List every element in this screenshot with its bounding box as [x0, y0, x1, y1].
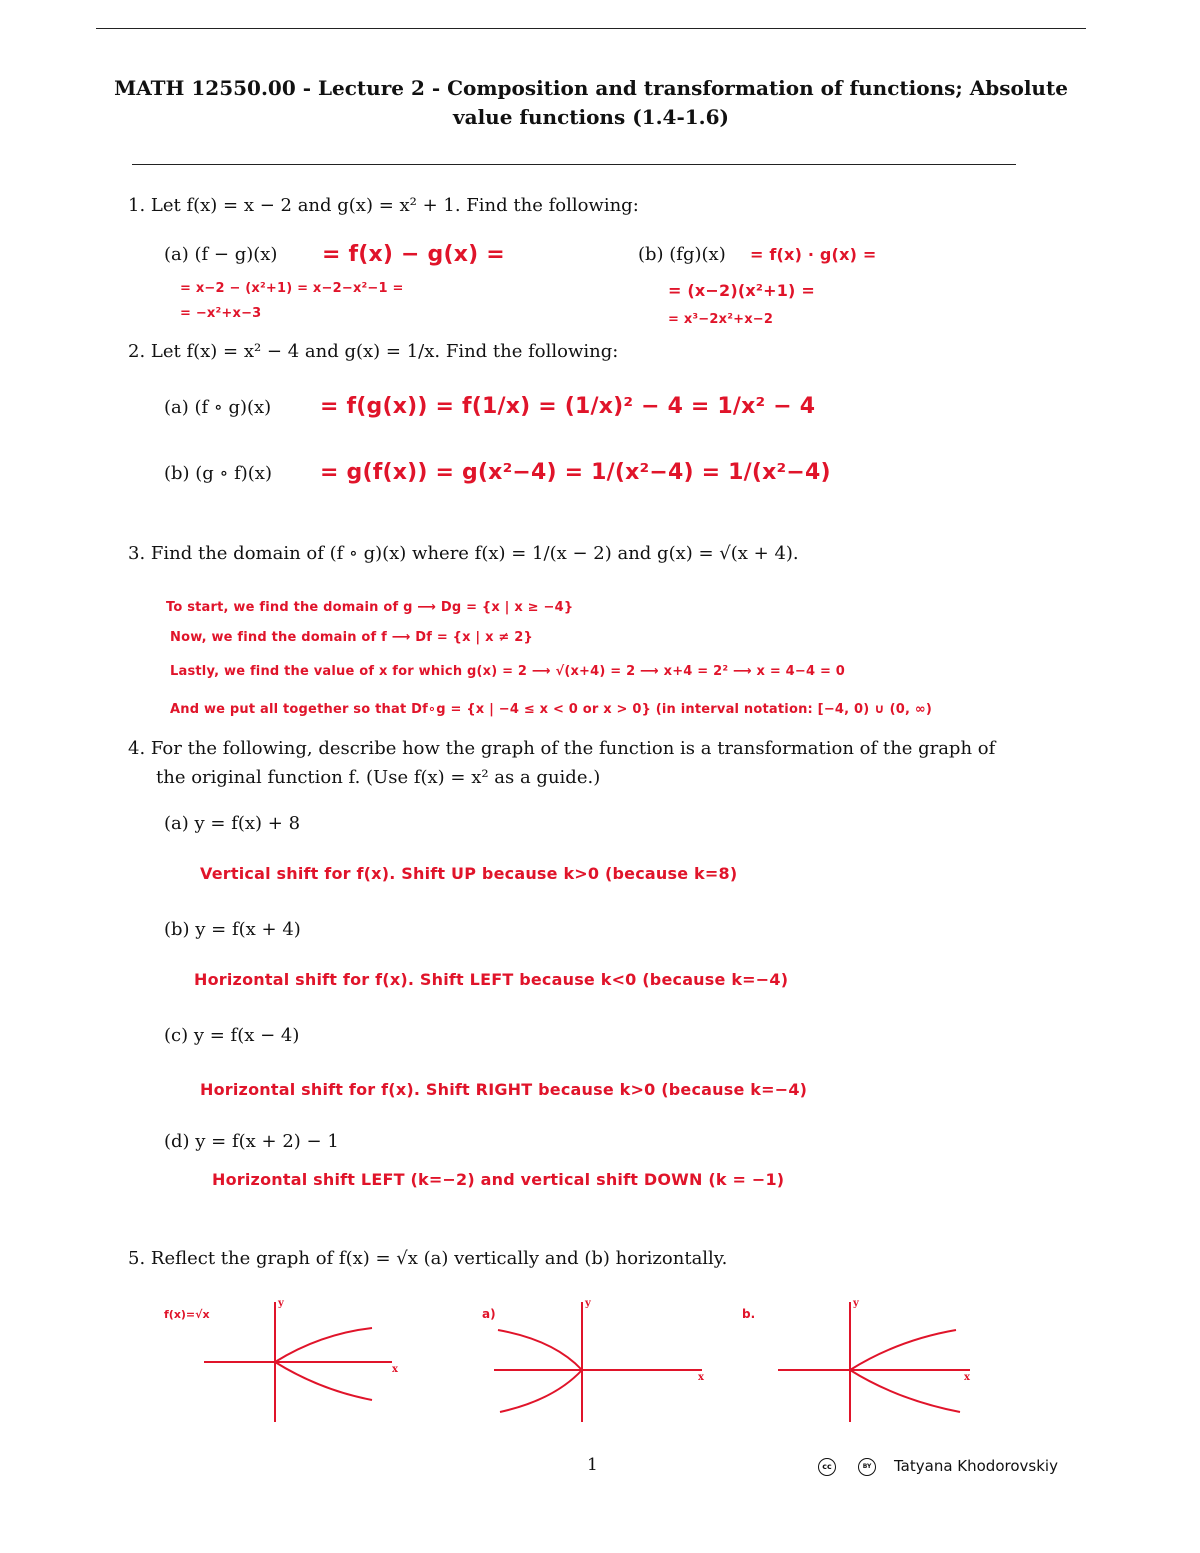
problem-1a-work-1: = f(x) − g(x) =	[322, 242, 505, 267]
problem-3-work-3: Lastly, we find the value of x for which g(x) = 2 ⟶ √(x+4) = 2 ⟶ x+4 = 2² ⟶ x = 4−4 = 0	[170, 664, 846, 679]
graph-reflect-b	[738, 1290, 988, 1430]
top-rule	[96, 28, 1086, 29]
problem-1b-work-2: = (x−2)(x²+1) =	[668, 281, 815, 300]
graph-b-y-label: y	[853, 1298, 859, 1309]
problem-4c-label: (c) y = f(x − 4)	[164, 1025, 300, 1046]
problem-4c-work: Horizontal shift for f(x). Shift RIGHT because k>0 (because k=−4)	[200, 1080, 808, 1099]
author-name: Tatyana Khodorovskiy	[894, 1457, 1058, 1475]
cc-license-icon: cc	[818, 1458, 836, 1476]
title-line-2: value functions (1.4-1.6)	[452, 105, 730, 129]
problem-3-work-2: Now, we find the domain of f ⟶ Df = {x | x ≠ 2}	[170, 630, 533, 645]
problem-1b-label: (b) (fg)(x)	[638, 244, 726, 265]
problem-4a-work: Vertical shift for f(x). Shift UP because k>0 (because k=8)	[200, 864, 738, 883]
graph-original-x-label: x	[392, 1364, 398, 1375]
problem-4-prompt-line-2: the original function f. (Use f(x) = x² as a guide.)	[156, 767, 601, 788]
title-rule	[132, 164, 1016, 165]
problem-4d-label: (d) y = f(x + 2) − 1	[164, 1131, 339, 1152]
problem-2b-work: = g(f(x)) = g(x²−4) = 1/(x²−4) = 1/(x²−4)	[320, 460, 831, 485]
problem-1a-label: (a) (f − g)(x)	[164, 244, 278, 265]
problem-2b-label: (b) (g ∘ f)(x)	[164, 463, 272, 484]
problem-4b-work: Horizontal shift for f(x). Shift LEFT because k<0 (because k=−4)	[194, 970, 789, 989]
problem-1a-work-3: = −x²+x−3	[180, 306, 262, 321]
graph-a-label: a)	[482, 1307, 496, 1321]
problem-4-prompt-line-1: 4. For the following, describe how the graph of the function is a transformation of the graph of	[128, 738, 996, 759]
page-number: 1	[587, 1455, 598, 1475]
problem-1b-work-1: = f(x) · g(x) =	[750, 245, 877, 264]
graph-original	[160, 1290, 410, 1430]
problem-2a-label: (a) (f ∘ g)(x)	[164, 397, 272, 418]
problem-1a-work-2: = x−2 − (x²+1) = x−2−x²−1 =	[180, 281, 404, 296]
graph-a-x-label: x	[698, 1372, 704, 1383]
graph-original-label: f(x)=√x	[164, 1308, 210, 1321]
problem-2-prompt: 2. Let f(x) = x² − 4 and g(x) = 1/x. Find the following:	[128, 341, 619, 362]
graph-a-y-label: y	[585, 1298, 591, 1309]
graph-reflect-a	[470, 1290, 720, 1430]
graph-b-x-label: x	[964, 1372, 970, 1383]
problem-3-work-1: To start, we find the domain of g ⟶ Dg = {x | x ≥ −4}	[166, 600, 574, 615]
problem-4b-label: (b) y = f(x + 4)	[164, 919, 301, 940]
problem-4a-label: (a) y = f(x) + 8	[164, 813, 301, 834]
problem-4d-work: Horizontal shift LEFT (k=−2) and vertical shift DOWN (k = −1)	[212, 1170, 785, 1189]
title-line-1: MATH 12550.00 - Lecture 2 - Composition and transformation of functions; Absolute	[114, 76, 1068, 100]
problem-3-prompt: 3. Find the domain of (f ∘ g)(x) where f(x) = 1/(x − 2) and g(x) = √(x + 4).	[128, 543, 799, 564]
problem-5-prompt: 5. Reflect the graph of f(x) = √x (a) vertically and (b) horizontally.	[128, 1248, 728, 1269]
problem-1b-work-3: = x³−2x²+x−2	[668, 312, 774, 327]
by-license-icon: BY	[858, 1458, 876, 1476]
problem-1-prompt: 1. Let f(x) = x − 2 and g(x) = x² + 1. Find the following:	[128, 195, 639, 216]
problem-3-work-4: And we put all together so that Df∘g = {x | −4 ≤ x < 0 or x > 0} (in interval notation: [−4, 0) ∪ (0, ∞)	[170, 702, 933, 717]
page-title	[96, 74, 1086, 132]
problem-2a-work: = f(g(x)) = f(1/x) = (1/x)² − 4 = 1/x² − 4	[320, 394, 816, 419]
graph-b-label: b.	[742, 1307, 756, 1321]
graph-original-y-label: y	[278, 1298, 284, 1309]
